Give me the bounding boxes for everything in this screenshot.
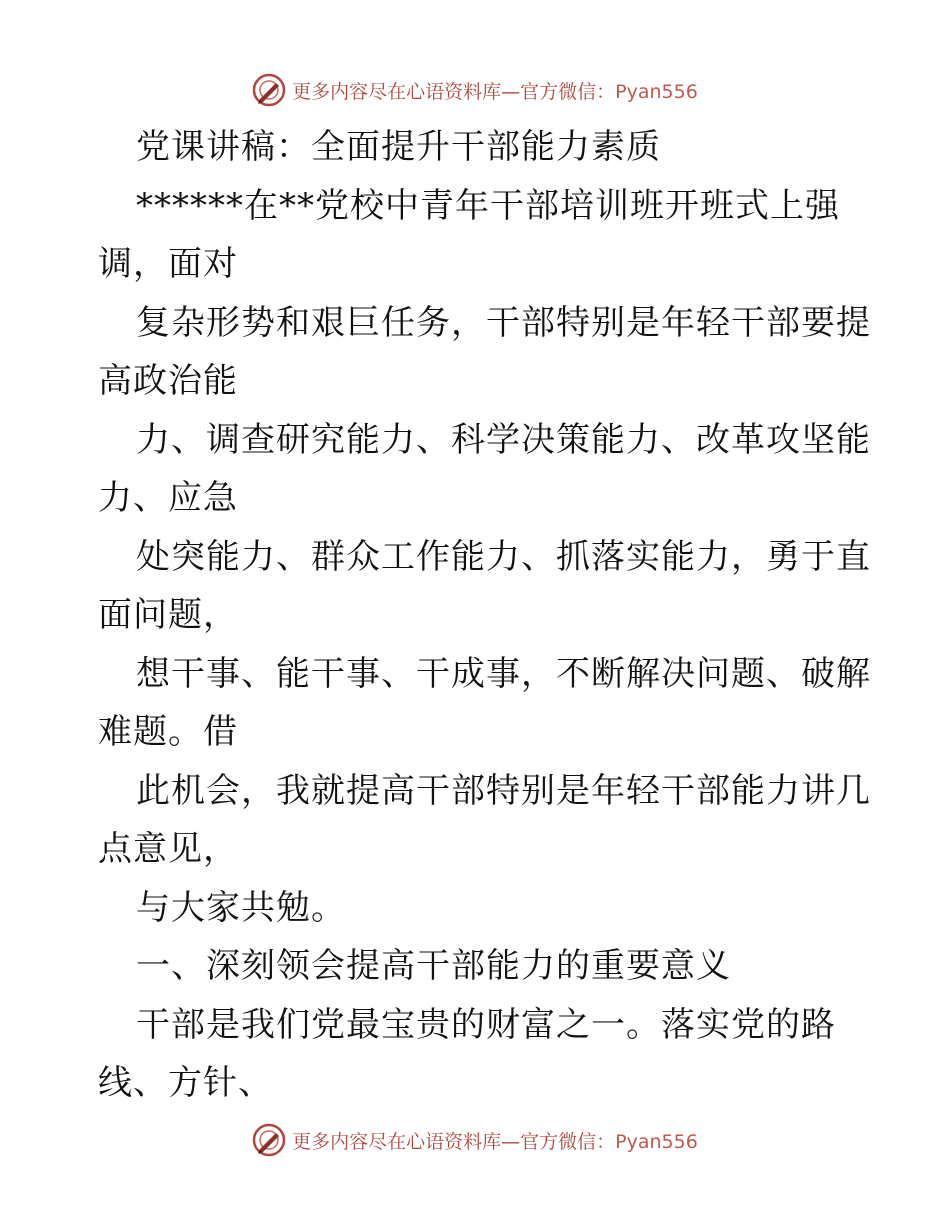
document-line: 与大家共勉。 [136,887,346,928]
document-line: 线、方针、 [98,1063,273,1103]
document-line: 点意见， [98,829,238,869]
header-watermark [0,70,950,110]
watermark-text [292,1127,698,1154]
document-line: 想干事、能干事、干成事，不断解决问题、破解 [136,653,871,694]
watermark-wechat-id: Pyan556 [615,1130,698,1153]
document-line: 干部是我们党最宝贵的财富之一。落实党的路 [136,1004,836,1045]
watermark-label: 更多内容尽在心语资料库—官方微信： [292,80,616,103]
document-line: 调，面对 [98,244,238,284]
pen-logo-icon [252,73,286,107]
document-line: 高政治能 [98,361,238,401]
watermark-text [292,77,698,104]
document-line: 一、深刻领会提高干部能力的重要意义 [136,946,731,986]
document-line: 力、应急 [98,478,238,518]
document-line: 力、调查研究能力、科学决策能力、改革攻坚能 [136,419,871,460]
document-line: 此机会，我就提高干部特别是年轻干部能力讲几 [136,770,871,811]
document-line: ******在**党校中青年干部培训班开班式上强 [136,185,840,226]
watermark-label: 更多内容尽在心语资料库—官方微信： [292,1130,616,1153]
document-line: 处突能力、群众工作能力、抓落实能力，勇于直 [136,536,871,577]
document-line: 复杂形势和艰巨任务，干部特别是年轻干部要提 [136,302,871,343]
footer-watermark [0,1120,950,1160]
document-body [98,118,871,1113]
pen-logo-icon [252,1123,286,1157]
document-line: 党课讲稿：全面提升干部能力素质 [136,127,661,167]
document-line: 面问题， [98,595,238,635]
watermark-wechat-id: Pyan556 [615,80,698,103]
document-line: 难题。借 [98,712,238,752]
